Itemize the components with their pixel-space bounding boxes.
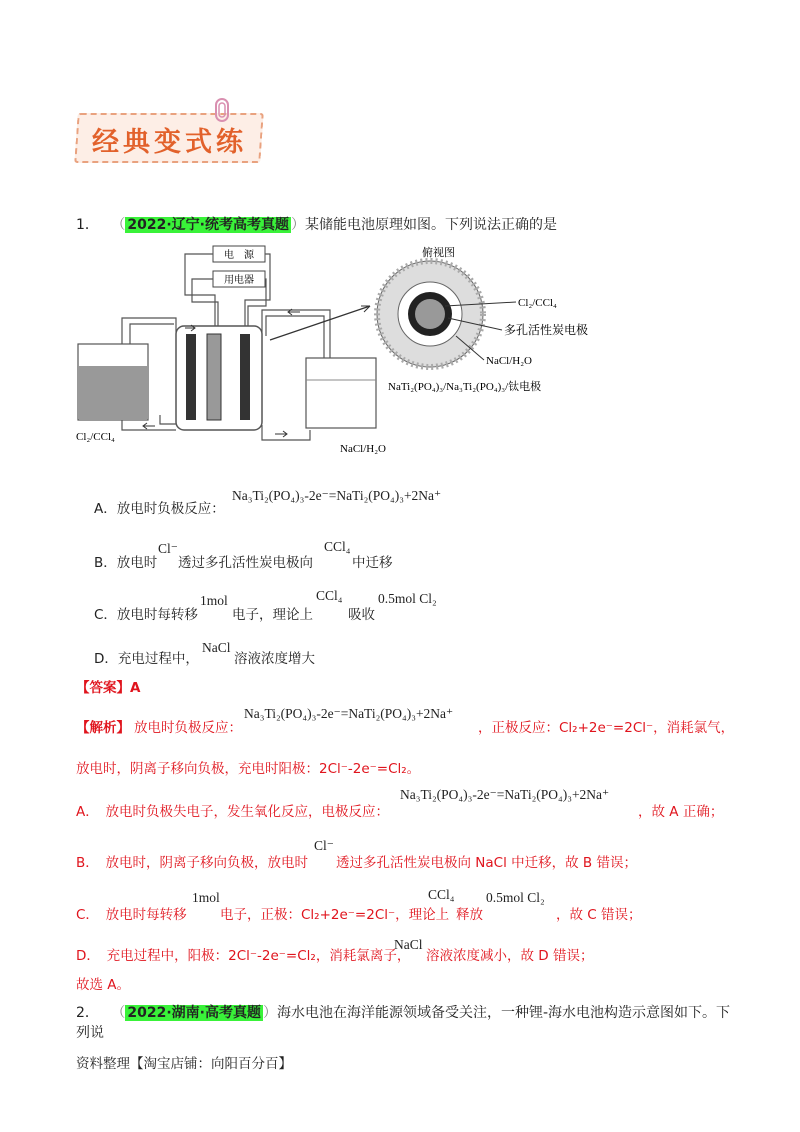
option-d-sub: NaCl (202, 640, 231, 655)
appliance-label: 用电器 (224, 275, 254, 286)
option-b-label: B．放电时 (94, 555, 158, 571)
analysis-line1b: ，正极反应：Cl₂+2e⁻=2Cl⁻，消耗氯气， (478, 720, 735, 736)
analysis-label: 【解析】 (76, 720, 130, 736)
analysis-c-mol: 1mol (192, 890, 220, 905)
top-view-label: 俯视图 (422, 247, 455, 259)
option-c-mid: 电子，理论上 (232, 607, 313, 623)
option-b-sub: CCl₄ (324, 539, 351, 554)
nacl-h2o-label: NaCl/H₂O (486, 355, 532, 367)
option-a-formula: Na₃Ti₂(PO₄)₃-2e⁻=NaTi₂(PO₄)₃+2Na⁺ (232, 488, 442, 503)
source-tag: 2022·湖南·高考真题 (127, 1005, 261, 1021)
option-c-mol: 1mol (200, 593, 228, 608)
question-number: 2． (76, 1005, 99, 1021)
answer: 【答案】A (76, 680, 141, 696)
option-a-label: A．放电时负极反应： (94, 501, 225, 517)
analysis-c-mid: 电子，正极：Cl₂+2e⁻=2Cl⁻，理论上 (220, 907, 450, 923)
battery-diagram (70, 240, 630, 460)
carbon-electrode-label: 多孔活性炭电极 (504, 323, 589, 337)
section-title: 经典变式练 (92, 127, 247, 158)
analysis-d: D． 充电过程中，阳极：2Cl⁻-2e⁻=Cl₂，消耗氯离子， (76, 948, 411, 964)
option-c-end: 吸收 (348, 607, 375, 623)
question-2-header: 2． （ 2022·湖南·高考真题 ）海水电池在海洋能源领域备受关注，一种锂-海水电池构造示意图如下。下列说 (76, 1005, 731, 1041)
option-c-amount: 0.5mol Cl₂ (378, 591, 437, 606)
analysis-a-end: ，故 A 正确； (638, 804, 724, 820)
right-beaker-label: NaCl/H₂O (340, 443, 386, 455)
analysis-d-end: 溶液浓度减小，故 D 错误； (426, 948, 594, 964)
analysis-line2: 放电时，阴离子移向负极，充电时阳极：2Cl⁻-2e⁻=Cl₂。 (76, 761, 421, 777)
analysis-c-sub: CCl₄ (428, 887, 455, 902)
analysis-b-ion: Cl⁻ (314, 838, 334, 853)
analysis-c: C． 放电时每转移 (76, 907, 187, 923)
analysis-c-mid2: 释放 (456, 907, 483, 923)
source-tag: 2022·辽宁·统考高考真题 (127, 217, 289, 233)
option-a (94, 497, 225, 517)
power-label: 电 源 (224, 250, 254, 261)
cl2-ccl4-label: Cl₂/CCl₄ (518, 297, 557, 309)
option-b-mid: 透过多孔活性炭电极向 (178, 555, 313, 571)
option-d (94, 647, 199, 667)
option-b-end: 中迁移 (352, 555, 393, 571)
option-c (94, 603, 198, 623)
analysis-line1a: 放电时负极反应： (134, 720, 242, 736)
left-beaker-label: Cl₂/CCl₄ (76, 431, 115, 443)
question-stem: 海水电池在海洋能源领域备受关注，一种锂-海水电池构造示意图如下。下列说 (76, 1005, 731, 1041)
analysis-a-formula: Na₃Ti₂(PO₄)₃-2e⁻=NaTi₂(PO₄)₃+2Na⁺ (400, 787, 610, 802)
analysis-c-end: ，故 C 错误； (556, 907, 642, 923)
option-c-sub: CCl₄ (316, 588, 343, 603)
analysis-a: A． 放电时负极失电子，发生氧化反应，电极反应： (76, 804, 389, 820)
question-1-header: 1． （ 2022·辽宁·统考高考真题 ）某储能电池原理如图。下列说法正确的是 (76, 217, 557, 233)
option-b (94, 551, 157, 571)
paperclip-icon (214, 97, 230, 123)
question-number: 1． (76, 217, 99, 233)
option-d-end: 溶液浓度增大 (234, 651, 315, 667)
ti-electrode-label: NaTi₂(PO₄)₃/Na₃Ti₂(PO₄)₃/钛电极 (388, 381, 542, 393)
analysis-b: B． 放电时，阴离子移向负极，放电时 (76, 855, 309, 871)
footer-text: 资料整理【淘宝店铺：向阳百分百】 (76, 1056, 292, 1072)
option-b-ion: Cl⁻ (158, 541, 178, 556)
option-d-label: D．充电过程中， (94, 651, 199, 667)
option-c-label: C．放电时每转移 (94, 607, 198, 623)
analysis-formula-1: Na₃Ti₂(PO₄)₃-2e⁻=NaTi₂(PO₄)₃+2Na⁺ (244, 706, 454, 721)
analysis-c-amount: 0.5mol Cl₂ (486, 890, 545, 905)
question-stem: 某储能电池原理如图。下列说法正确的是 (304, 217, 557, 233)
analysis-b-end: 透过多孔活性炭电极向 NaCl 中迁移，故 B 错误； (336, 855, 637, 871)
analysis-d-sub: NaCl (394, 937, 423, 952)
analysis-conclusion: 故选 A。 (76, 977, 131, 993)
